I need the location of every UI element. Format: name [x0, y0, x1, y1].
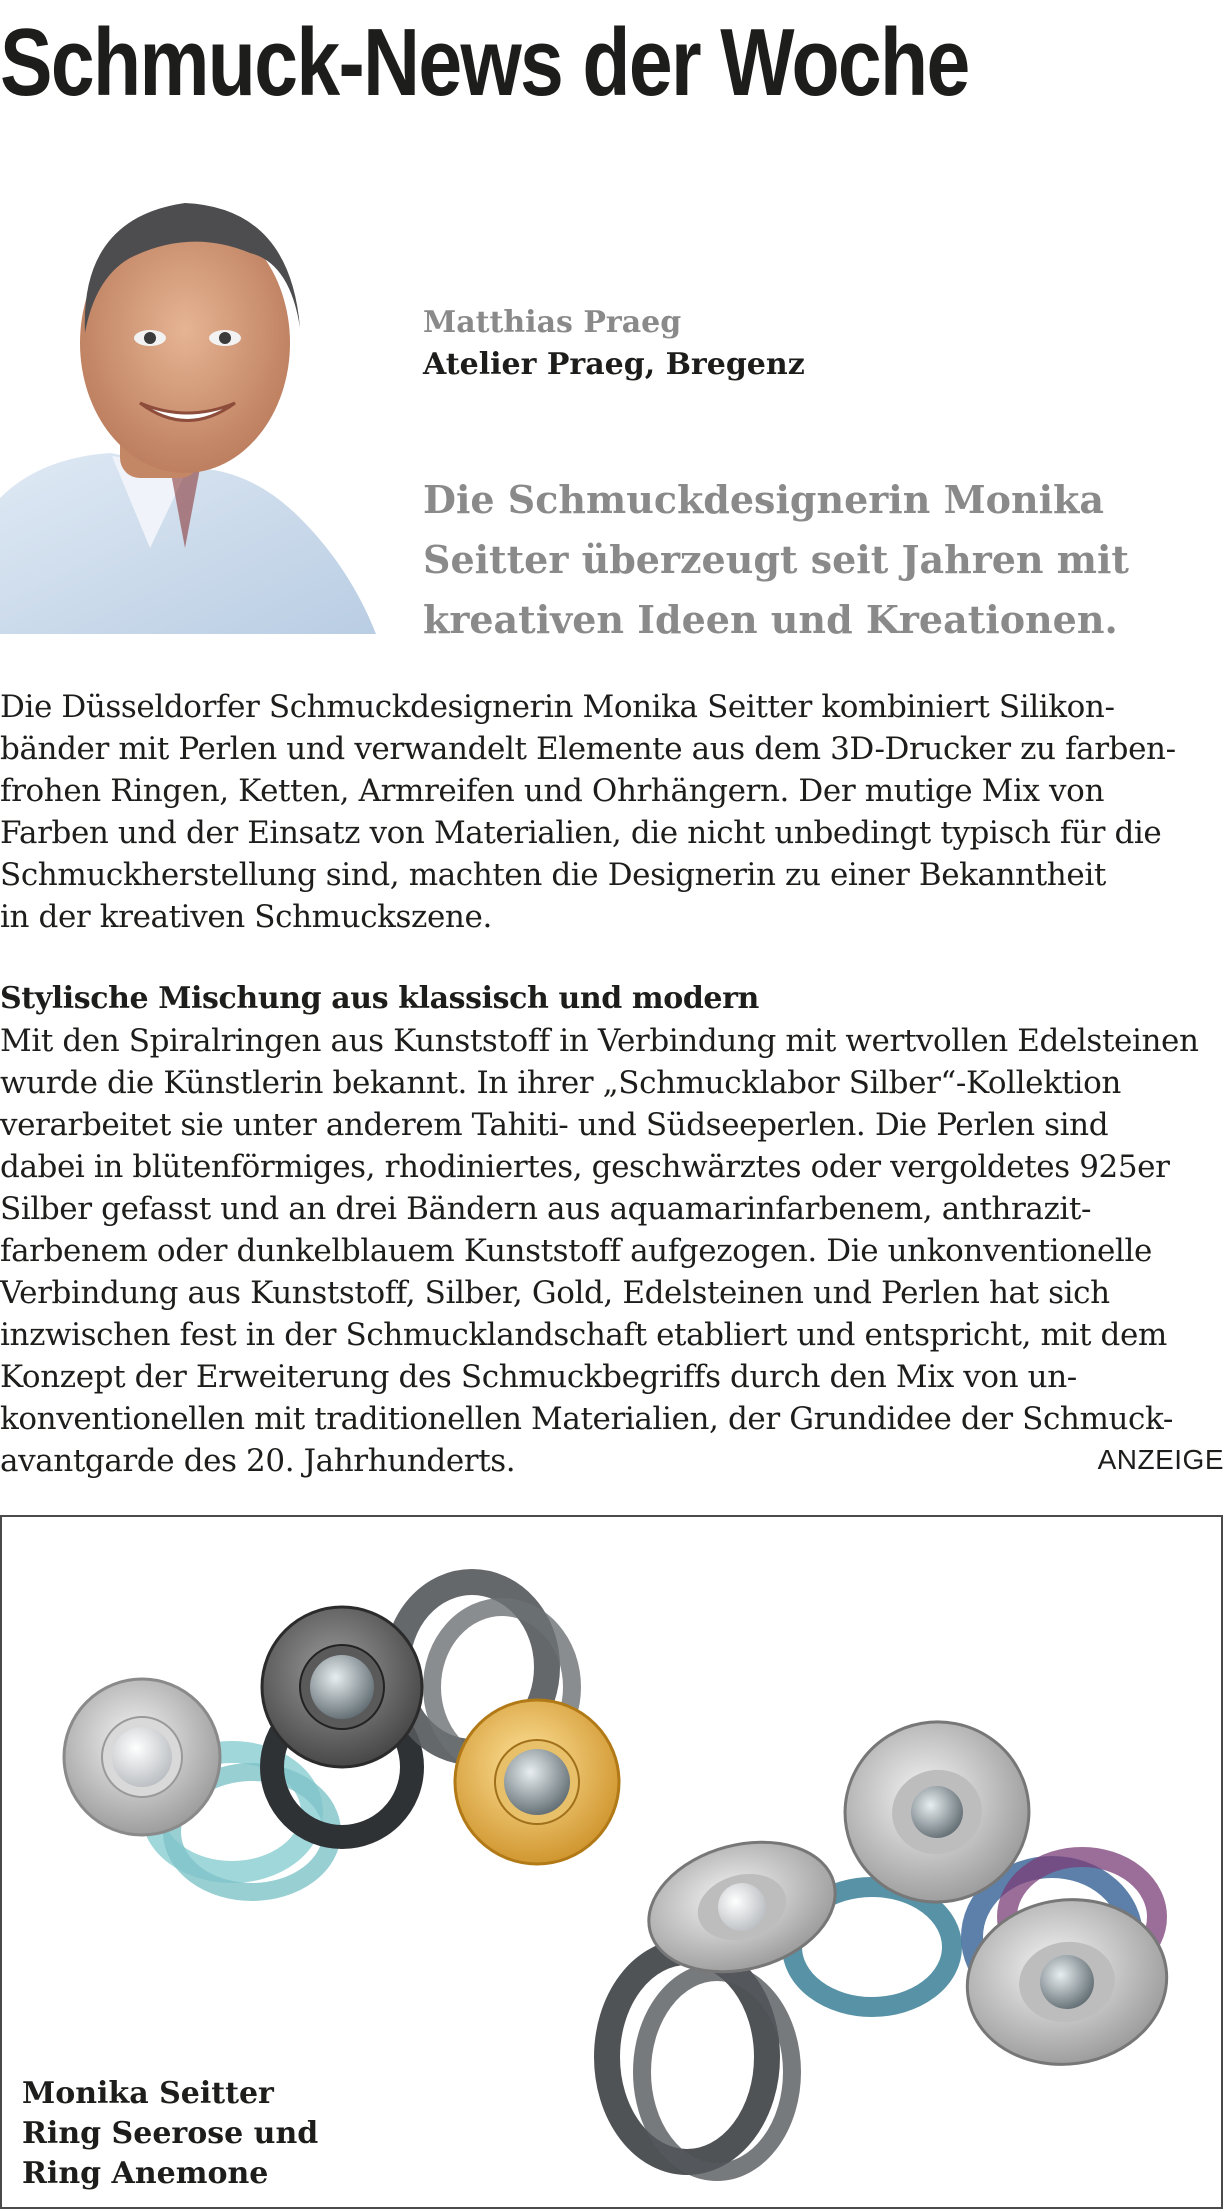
intro-line: Farben und der Einsatz von Materialien, die nicht unbedingt typisch für die [0, 815, 1162, 851]
body-line: dabei in blütenförmiges, rhodiniertes, geschwärztes oder vergoldetes 925er [0, 1149, 1170, 1185]
caption-line: Ring Anemone [22, 2156, 269, 2191]
teaser-line: kreativen Ideen und Kreationen. [423, 597, 1118, 642]
body-line: Verbindung aus Kunststoff, Silber, Gold, Edelsteinen und Perlen hat sich [0, 1275, 1110, 1311]
ad-caption [22, 2074, 318, 2194]
body-line: inzwischen fest in der Schmucklandschaft etabliert und entspricht, mit dem [0, 1317, 1167, 1353]
body-line: avantgarde des 20. Jahrhunderts. [0, 1443, 516, 1479]
body-line: konventionellen mit traditionellen Materialien, der Grundidee der Schmuck- [0, 1401, 1173, 1437]
intro-line: Schmuckherstellung sind, machten die Designerin zu einer Bekanntheit [0, 857, 1106, 893]
caption-line: Ring Seerose und [22, 2116, 319, 2151]
subheading: Stylische Mischung aus klassisch und modern [0, 981, 759, 1016]
body-line: Konzept der Erweiterung des Schmuckbegriffs durch den Mix von un- [0, 1359, 1077, 1395]
body-paragraph [0, 1020, 1228, 1482]
teaser [423, 470, 1213, 650]
flower-black [262, 1607, 422, 1767]
intro-paragraph [0, 686, 1228, 938]
flower-silver [64, 1679, 220, 1835]
teaser-line: Seitter überzeugt seit Jahren mit [423, 537, 1129, 582]
author-name: Matthias Praeg [423, 305, 682, 340]
body-line: wurde die Künstlerin bekannt. In ihrer „Schmucklabor Silber“-Kollektion [0, 1065, 1121, 1101]
author-atelier: Atelier Praeg, Bregenz [423, 347, 805, 382]
body-line: farbenem oder dunkelblauem Kunststoff aufgezogen. Die unkonventionelle [0, 1233, 1152, 1269]
portrait-photo [0, 168, 376, 634]
intro-line: in der kreativen Schmuckszene. [0, 899, 492, 935]
intro-line: frohen Ringen, Ketten, Armreifen und Ohrhängern. Der mutige Mix von [0, 773, 1105, 809]
body-line: Mit den Spiralringen aus Kunststoff in Verbindung mit wertvollen Edelsteinen [0, 1023, 1199, 1059]
intro-line: bänder mit Perlen und verwandelt Elemente aus dem 3D-Drucker zu farben- [0, 731, 1176, 767]
author-byline [423, 302, 805, 386]
ad-label: ANZEIGE [1097, 1444, 1224, 1475]
teaser-line: Die Schmuckdesignerin Monika [423, 477, 1104, 522]
body-line: Silber gefasst und an drei Bändern aus aquamarinfarbenem, anthrazit- [0, 1191, 1092, 1227]
flower-gold [455, 1700, 619, 1864]
intro-line: Die Düsseldorfer Schmuckdesignerin Monika Seitter kombiniert Silikon- [0, 689, 1115, 725]
body-line: verarbeitet sie unter anderem Tahiti- und Südseeperlen. Die Perlen sind [0, 1107, 1109, 1143]
caption-line: Monika Seitter [22, 2076, 274, 2111]
headline: Schmuck-News der Woche [0, 9, 969, 116]
anemone-3 [957, 1887, 1178, 2077]
